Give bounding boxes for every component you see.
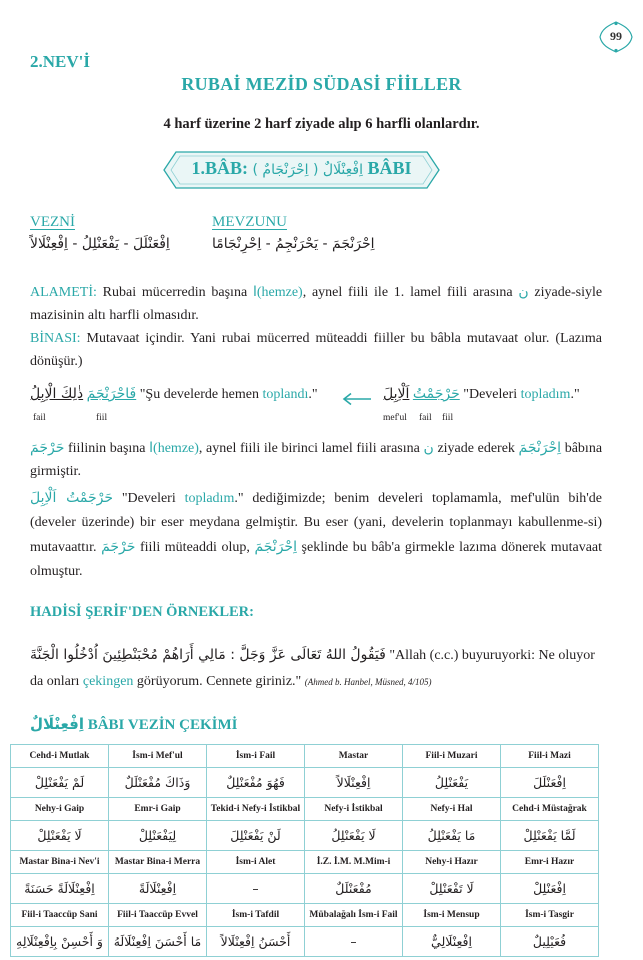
alameti-paragraph xyxy=(30,281,602,327)
hadis-arabic: فَيَقُولُ اللهُ تَعَالَى عَزَّ وَجَلَّ : مَالِي أَرَاهُمْ مُحْبَنْطِئِينَ اُدْخُلُوا الْجَنَّةَ xyxy=(30,647,386,663)
label-mefcul: mef'ul xyxy=(383,413,407,423)
table-cell: اِفْعَنْلَلَ xyxy=(501,768,599,798)
table-header-cell: Cehd-i Müstağrak xyxy=(501,798,599,821)
arrow-left-icon xyxy=(342,392,372,406)
table-header-cell: Nehy-i Gaip xyxy=(11,798,109,821)
explanation1-text-1: fiilinin başına xyxy=(68,441,146,456)
page-title: RUBAİ MEZİD SÜDASİ FİİLLER xyxy=(181,74,462,94)
label-fiil-right: fiil xyxy=(442,413,454,423)
table-cell: فُعَيْلِيلٌ xyxy=(501,927,599,957)
table-header-cell: Mastar xyxy=(305,745,403,768)
explanation2-text-1: ." dediğimizde; benim develeri toplamamla, mef'ulün bih'de (develer üzerinde) bir eser meydana gelmiştir. Bu eser (yani, develerin toplanmayı kabullenme-si) mutavaattır. xyxy=(30,491,602,555)
table-header-cell: Fiil-i Muzari xyxy=(403,745,501,768)
table-header-cell: Emr-i Hazır xyxy=(501,851,599,874)
table-header-row xyxy=(11,904,599,927)
explanation2-arabic-2: حَرْجَمَ xyxy=(101,539,136,555)
label-fail-left: fail xyxy=(33,413,46,423)
example-right-fiil: حَرْجَمْتُ xyxy=(412,386,460,402)
table-cell: لَا يَفْعَنْلِلُ xyxy=(305,821,403,851)
alameti-text-3: ziyade-siyle mazisinin altı harfli olmasıdır. xyxy=(30,285,603,323)
section-number: 2.NEV'İ xyxy=(30,52,90,71)
alameti-hemze: (hemze) xyxy=(256,285,303,300)
table-header-cell: Fiil-i Mazi xyxy=(501,745,599,768)
table-header-cell: İsm-i Tafdil xyxy=(207,904,305,927)
table-cell: – xyxy=(305,927,403,957)
hadis-highlight: çekingen xyxy=(82,674,134,689)
table-cell: لَمَّا يَفْعَنْلِلْ xyxy=(501,821,599,851)
explanation2-text-3: şeklinde bu bâb'a girmekle lazıma dönerek mutavaat olmuştur. xyxy=(30,540,603,579)
explanation-paragraph-1 xyxy=(30,437,602,483)
alameti-label: ALAMETİ: xyxy=(30,285,97,300)
table-header-cell: Tekid-i Nefy-i İstikbal xyxy=(207,798,305,821)
alameti-text-2: , aynel fiili ile 1. lamel fiili arasına xyxy=(302,285,513,300)
table-row xyxy=(11,821,599,851)
table-header-cell: İsm-i Mensup xyxy=(403,904,501,927)
page-subtitle: 4 harf üzerine 2 harf ziyade alıp 6 harfli olanlardır. xyxy=(163,116,480,132)
table-header-cell: İsm-i Tasgir xyxy=(501,904,599,927)
table-cell: مَا أَحْسَنَ اِفْعِنْلَالَهُ xyxy=(109,927,207,957)
explanation2-arabic-1: حَرْجَمْتُ اَلْاِبِلَ xyxy=(30,490,114,506)
table-header-row xyxy=(11,745,599,768)
mevzunu-label: MEVZUNU xyxy=(212,214,287,230)
bab-heading xyxy=(160,158,443,179)
example-left-fiil: فَاحْرَنْجَمَ xyxy=(86,386,137,402)
table-title-text: BÂBI VEZİN ÇEKİMİ xyxy=(87,717,238,733)
table-cell: لَمْ يَفْعَنْلِلْ xyxy=(11,768,109,798)
table-row xyxy=(11,927,599,957)
example-left-highlight: toplandı xyxy=(262,387,309,402)
label-fiil-left: fiil xyxy=(96,413,108,423)
table-header-row xyxy=(11,798,599,821)
example-left-fail: ذٰلِكَ الْاِبِلُ xyxy=(30,386,84,402)
example-left-quote-1: "Şu develerde hemen xyxy=(139,387,263,402)
explanation1-arabic-1: حَرْجَمَ xyxy=(30,440,65,456)
explanation1-text-2: , aynel fiili ile birinci lamel fiili arasına xyxy=(198,441,420,456)
alameti-alif: ا xyxy=(252,284,257,300)
table-header-cell: Nefy-i Hal xyxy=(403,798,501,821)
example-right-object: اَلْاِبِلَ xyxy=(383,386,410,402)
example-right xyxy=(383,386,580,403)
hadis-source: (Ahmed b. Hanbel, Müsned, 4/105) xyxy=(304,677,432,687)
binasi-paragraph xyxy=(30,327,602,373)
explanation1-alif: ا xyxy=(149,440,154,456)
binasi-label: BİNASI: xyxy=(30,331,81,346)
table-cell: اِفْعِنْلَالَةً xyxy=(109,874,207,904)
table-header-cell: Cehd-i Mutlak xyxy=(11,745,109,768)
label-fail-right: fail xyxy=(419,413,432,423)
explanation1-nun: ن xyxy=(423,440,434,456)
table-header-cell: Mübalağalı İsm-i Fail xyxy=(305,904,403,927)
explanation1-arabic-2: اِحْرَنْجَمَ xyxy=(518,440,562,456)
bab-heading-box xyxy=(160,148,443,192)
page-number-badge xyxy=(597,20,635,54)
table-cell: لَا تَفْعَنْلِلْ xyxy=(403,874,501,904)
explanation2-text-2: fiili müteaddi olup, xyxy=(140,540,250,555)
table-header-cell: İsm-i Alet xyxy=(207,851,305,874)
table-header-cell: İsm-i Fail xyxy=(207,745,305,768)
vezni-label: VEZNİ xyxy=(30,214,75,230)
hadis-text-2: görüyorum. Cennete giriniz." xyxy=(133,674,302,689)
explanation2-arabic-3: اِحْرَنْجَمَ xyxy=(254,539,297,555)
table-cell: اِفْعِنْلَالَةً حَسَنَةً xyxy=(11,874,109,904)
example-left-quote-2: ." xyxy=(308,387,318,402)
hadis-title: HADİSİ ŞERİF'DEN ÖRNEKLER: xyxy=(30,604,254,620)
conjugation-table-body xyxy=(11,745,599,957)
example-right-quote-2: ." xyxy=(570,387,580,402)
table-header-cell: İsm-i Mef'ul xyxy=(109,745,207,768)
bab-arabic: اِفْعِنْلَالٌ ( اِحْرَنْجَامٌ ) xyxy=(252,162,363,178)
hadis-text-1: "Allah (c.c.) buyuruyorki: Ne oluyor da onları xyxy=(30,648,595,689)
conjugation-table xyxy=(10,744,599,957)
binasi-text: Mutavaat içindir. Yani rubai mücerred müteaddi fiiller bu bâbla mutavaat olur. (Lazıma dönüşür.) xyxy=(30,331,603,369)
table-cell: لَنْ يَفْعَنْلِلَ xyxy=(207,821,305,851)
table-row xyxy=(11,768,599,798)
example-left xyxy=(30,386,318,403)
table-header-cell: Emr-i Gaip xyxy=(109,798,207,821)
table-header-cell: Mastar Bina-i Nev'i xyxy=(11,851,109,874)
table-cell: – xyxy=(207,874,305,904)
explanation2-highlight: topladım xyxy=(184,491,235,506)
table-header-cell: İ.Z. İ.M. M.Mim-i xyxy=(305,851,403,874)
table-header-cell: Fiil-i Taaccüp Sani xyxy=(11,904,109,927)
explanation1-text-4: bâbına girmiştir. xyxy=(30,441,603,479)
bab-suffix: BÂBI xyxy=(367,158,412,178)
table-header-row xyxy=(11,851,599,874)
page-number: 99 xyxy=(610,29,622,43)
example-right-highlight: topladım xyxy=(520,387,571,402)
table-cell: مُفْعَنْلَلٌ xyxy=(305,874,403,904)
table-title-arabic: اِفْعِنْلَالٌ xyxy=(30,715,84,733)
table-cell: اِفْعِنْلَالاً xyxy=(305,768,403,798)
table-cell: أَحْسَنُ اِفْعِنْلَالاً xyxy=(207,927,305,957)
table-cell: اِفْعِنْلَالِيٌّ xyxy=(403,927,501,957)
table-cell: وَذَاكَ مُفْعَنْلَلٌ xyxy=(109,768,207,798)
table-cell: فَهُوَ مُفْعَنْلِلٌ xyxy=(207,768,305,798)
explanation1-hemze: (hemze) xyxy=(153,441,199,456)
table-cell: لَا يَفْعَنْلِلْ xyxy=(11,821,109,851)
table-header-cell: Nehy-i Hazır xyxy=(403,851,501,874)
table-header-cell: Mastar Bina-i Merra xyxy=(109,851,207,874)
table-title xyxy=(30,715,237,734)
table-cell: لِيَفْعَنْلِلْ xyxy=(109,821,207,851)
table-cell: اِفْعَنْلِلْ xyxy=(501,874,599,904)
explanation2-quote-1: "Develeri xyxy=(121,491,185,506)
table-row xyxy=(11,874,599,904)
alameti-nun: ن xyxy=(518,284,529,300)
mevzunu-arabic: اِحْرَنْجَمَ - يَحْرَنْجِمُ - اِحْرِنْجَامًا xyxy=(212,236,375,252)
table-cell: مَا يَفْعَنْلِلُ xyxy=(403,821,501,851)
hadis-paragraph xyxy=(30,642,602,695)
example-right-quote-1: "Develeri xyxy=(463,387,521,402)
table-header-cell: Fiil-i Taaccüp Evvel xyxy=(109,904,207,927)
table-cell: يَفْعَنْلِلُ xyxy=(403,768,501,798)
table-header-cell: Nefy-i İstikbal xyxy=(305,798,403,821)
alameti-text-1: Rubai mücerredin başına xyxy=(102,285,248,300)
explanation-paragraph-2 xyxy=(30,486,602,584)
explanation1-text-3: ziyade ederek xyxy=(437,441,515,456)
table-cell: وَ أَحْسِنْ بِاِفْعِنْلَالِهِ xyxy=(11,927,109,957)
vezni-arabic: اِفْعَنْلَلَ - يَفْعَنْلِلُ - اِفْعِنْلَالاً xyxy=(30,236,170,252)
bab-prefix: 1.BÂB: xyxy=(191,158,248,178)
